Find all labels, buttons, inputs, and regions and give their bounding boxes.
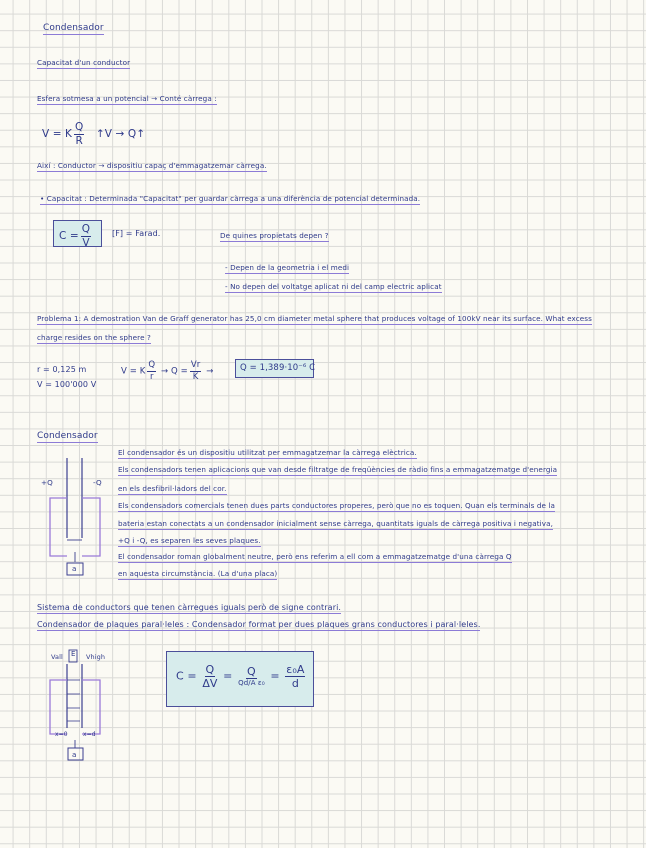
depends-question: De quines propietats depen ?	[220, 231, 329, 240]
problem-line-2: charge resides on the sphere ?	[37, 333, 151, 342]
field-e-label: E	[71, 650, 76, 658]
cond-text-line-2: Els condensadors tenen aplicacions que van desde filtratge de freqüències de ràdio fins a emmagatzematge d'energia	[118, 465, 558, 474]
cond-text-line-6: +Q i -Q, es separen les seves plaques.	[118, 536, 261, 545]
plus-q-label: +Q	[41, 478, 53, 487]
x-zero-label: x=0	[55, 731, 68, 738]
result-value: Q = 1,389·10⁻⁶ C	[240, 363, 316, 373]
page-title: Condensador	[43, 23, 104, 33]
depends-item-geometry: - Depen de la geometria i el medi	[225, 263, 350, 272]
capacitance-units: [F] = Farad.	[112, 229, 161, 238]
parallel-plate-formula: C = $\frac{Q}{\Delta V}$ = $\frac{Q}{\text{Qd/A ε₀}}$ = $\frac{\text{ε₀A}}{d}$	[176, 663, 305, 690]
depends-item-voltage: - No depen del voltatge aplicat ni del camp electric aplicat	[225, 282, 442, 291]
capacitat-bullet: • Capacitat : Determinada "Capacitat" per guardar càrrega a una diferència de potencial determinada.	[40, 194, 421, 203]
cond-text-line-4: Els condensadors comercials tenen dues parts conductores properes, però que no es toquen. Quan els terminals de la	[118, 501, 556, 510]
cond-text-line-7: El condensador roman globalment neutre, però ens referim a ell com a emmagatzematge d'una càrrega Q	[118, 552, 512, 561]
plate-symbol-label: a	[72, 750, 77, 759]
formula-v: V = K $\frac{Q}{R}$ ↑V → Q↑	[42, 121, 146, 147]
vhigh-label: Vhigh	[86, 653, 106, 661]
condensador-heading: Condensador	[37, 431, 98, 441]
sistema-line: Sistema de conductors que tenen càrregues iguals però de signe contrari.	[37, 603, 342, 612]
solution-equation: V = K $\frac{Q}{r}$ → Q = $\frac{Vr}{K}$ →	[121, 360, 214, 382]
minus-q-label: -Q	[93, 478, 102, 487]
given-radius: r = 0,125 m	[37, 365, 87, 374]
problem-line-1: Problema 1: A demostration Van de Graff generator has 25,0 cm diameter metal sphere that produces voltage of 100kV near its surface. What excess	[37, 314, 592, 323]
cond-text-line-1: El condensador és un dispositiu utilitzat per emmagatzemar la càrrega elèctrica.	[118, 448, 417, 457]
aixi-line: Així : Conductor → dispositiu capaç d'emmagatzemar càrrega.	[37, 161, 267, 170]
cond-text-line-3: en els desfibril·ladors del cor.	[118, 484, 227, 493]
given-voltage: V = 100'000 V	[37, 380, 97, 389]
cond-text-line-5: bateria estan conectats a un condensador inicialment sense càrrega, quantitats iguals de càrrega positiva i negativa,	[118, 519, 553, 528]
esfera-line: Esfera sotmesa a un potencial → Conté càrrega :	[37, 94, 217, 103]
capacitor-symbol-label: a	[72, 564, 77, 573]
x-d-label: x=d	[83, 731, 96, 738]
capacitance-formula: C = $\frac{Q}{V}$	[59, 223, 91, 249]
plaques-line: Condensador de plaques paral·leles : Condensador format per dues plaques grans conductores i paral·leles.	[37, 620, 481, 629]
subtitle: Capacitat d'un conductor	[37, 58, 131, 67]
cond-text-line-8: en aquesta circumstància. (La d'una placa)	[118, 569, 278, 578]
vall-label: Vall	[51, 653, 63, 661]
